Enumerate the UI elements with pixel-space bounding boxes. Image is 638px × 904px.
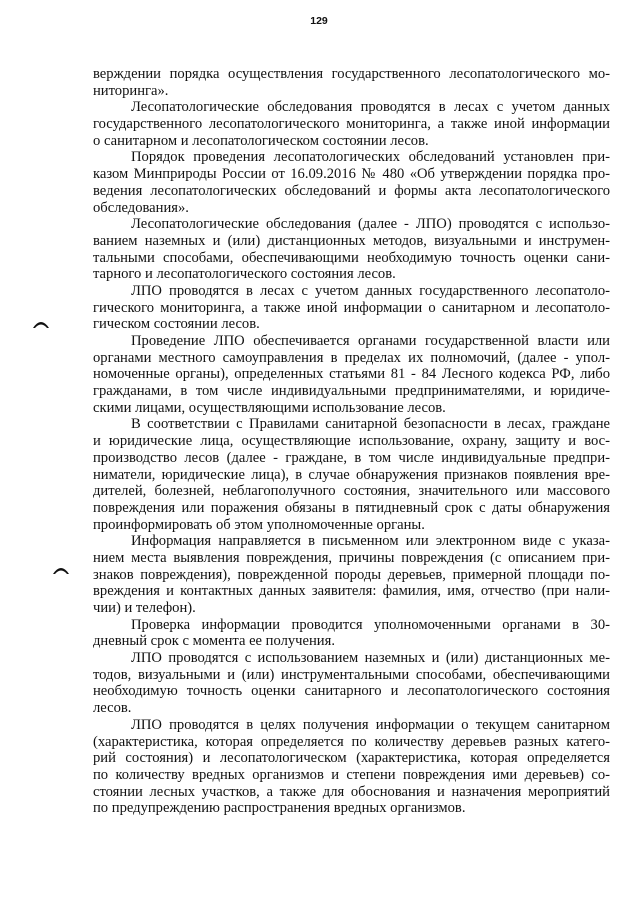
text-line: повреждения или поражения обязаны в пятидневный срок с даты обнаружения (93, 499, 610, 516)
text-line: казом Минприроды России от 16.09.2016 № 480 «Об утверждении порядка про- (93, 166, 610, 183)
text-line: ЛПО проводятся в целях получения информации о текущем санитарном (131, 716, 610, 733)
text-line: В соответствии с Правилами санитарной безопасности в лесах, граждане (131, 416, 610, 433)
text-line: стоянии лесных участков, а также для обоснования и назначения мероприятий (93, 783, 610, 800)
text-line: необходимую точность оценки санитарного и лесопатологического состояния (93, 683, 610, 700)
text-line: Лесопатологические обследования (далее - ЛПО) проводятся с использо- (131, 216, 610, 233)
text-line: тодов, визуальными и (или) инструментальными способами, обеспечивающими (93, 666, 610, 683)
text-line: Проверка информации проводится уполномоченными органами в 30- (131, 616, 610, 633)
paragraph (93, 416, 610, 533)
text-line: проинформировать об этом уполномоченные органы. (93, 516, 425, 533)
text-line: верждении порядка осуществления государственного лесопатологического мо- (93, 66, 610, 82)
text-line: гическом состоянии лесов. (93, 316, 260, 333)
paragraph (93, 333, 610, 416)
text-line: ведения лесопатологических обследований и формы акта лесопатологического (93, 182, 610, 199)
paragraph (93, 533, 610, 616)
punch-hole-mark (32, 316, 50, 330)
text-line: тарного и лесопатологического состояния лесов. (93, 266, 396, 283)
text-line: ЛПО проводятся с использованием наземных и (или) дистанционных ме- (131, 650, 610, 667)
text-line: органами местного самоуправления в пределах их полномочий, (далее - упол- (93, 349, 610, 366)
text-line: ниторинга». (93, 82, 169, 99)
paragraph (93, 283, 610, 333)
text-line: и юридические лица, осуществляющие использование, охрану, защиту и вос- (93, 433, 610, 450)
paragraph (93, 66, 610, 99)
text-line: ниматели, юридические лица), в случае обнаружения признаков появления вре- (93, 466, 610, 483)
text-line: Информация направляется в письменном или электронном виде с указа- (131, 533, 610, 550)
text-line: знаков повреждения), поврежденной породы деревьев, примерной площади по- (93, 566, 610, 583)
text-line: дителей, болезней, неблагополучного состояния, значительного или массового (93, 483, 610, 500)
text-line: Порядок проведения лесопатологических обследований установлен при- (131, 149, 610, 166)
text-line: ванием наземных и (или) дистанционных методов, визуальными и инструмен- (93, 232, 610, 249)
text-line: чии) и телефон). (93, 600, 196, 616)
text-line: номоченные органы), определенных статьями 81 - 84 Лесного кодекса РФ, либо (93, 366, 610, 383)
text-line: тальными способами, обеспечивающими необходимую точность оценки сани- (93, 249, 610, 266)
text-line: скими лицами, осуществляющими использование лесов. (93, 399, 446, 416)
text-line: Проведение ЛПО обеспечивается органами государственной власти или (131, 333, 610, 349)
text-line: лесов. (93, 700, 132, 717)
text-line: гражданами, в том числе индивидуальными предпринимателями, и юридиче- (93, 383, 610, 400)
text-line: по предупреждению распространения вредных организмов. (93, 800, 466, 817)
text-line: о санитарном и лесопатологическом состоянии лесов. (93, 132, 429, 149)
document-body (93, 66, 610, 817)
text-line: производство лесов (далее - граждане, в том числе индивидуальные предпри- (93, 449, 610, 466)
text-line: рий состояния) и лесопатологическом (характеристика, которая определяется (93, 750, 610, 767)
paragraph (93, 717, 610, 817)
paragraph (93, 99, 610, 149)
text-line: нием места выявления повреждения, причины повреждения (с описанием при- (93, 549, 610, 566)
text-line: (характеристика, которая определяется по количеству деревьев разных катего- (93, 733, 610, 750)
text-line: государственного лесопатологического мониторинга, а также иной информации (93, 116, 610, 133)
text-line: Лесопатологические обследования проводятся в лесах с учетом данных (131, 99, 610, 116)
page-number: 129 (310, 15, 328, 27)
text-line: ЛПО проводятся в лесах с учетом данных государственного лесопатоло- (131, 282, 610, 299)
paragraph (93, 149, 610, 216)
text-line: вреждения и контактных данных заявителя: фамилия, имя, отчество (при нали- (93, 583, 610, 600)
text-line: дневный срок с момента ее получения. (93, 633, 335, 650)
paragraph (93, 617, 610, 650)
text-line: обследования». (93, 199, 189, 216)
paragraph (93, 650, 610, 717)
punch-hole-mark (52, 562, 70, 576)
text-line: гического мониторинга, а также иной информации о санитарном и лесопатоло- (93, 299, 610, 316)
paragraph (93, 216, 610, 283)
text-line: по количеству вредных организмов и степени повреждения ими деревьев) со- (93, 766, 610, 783)
